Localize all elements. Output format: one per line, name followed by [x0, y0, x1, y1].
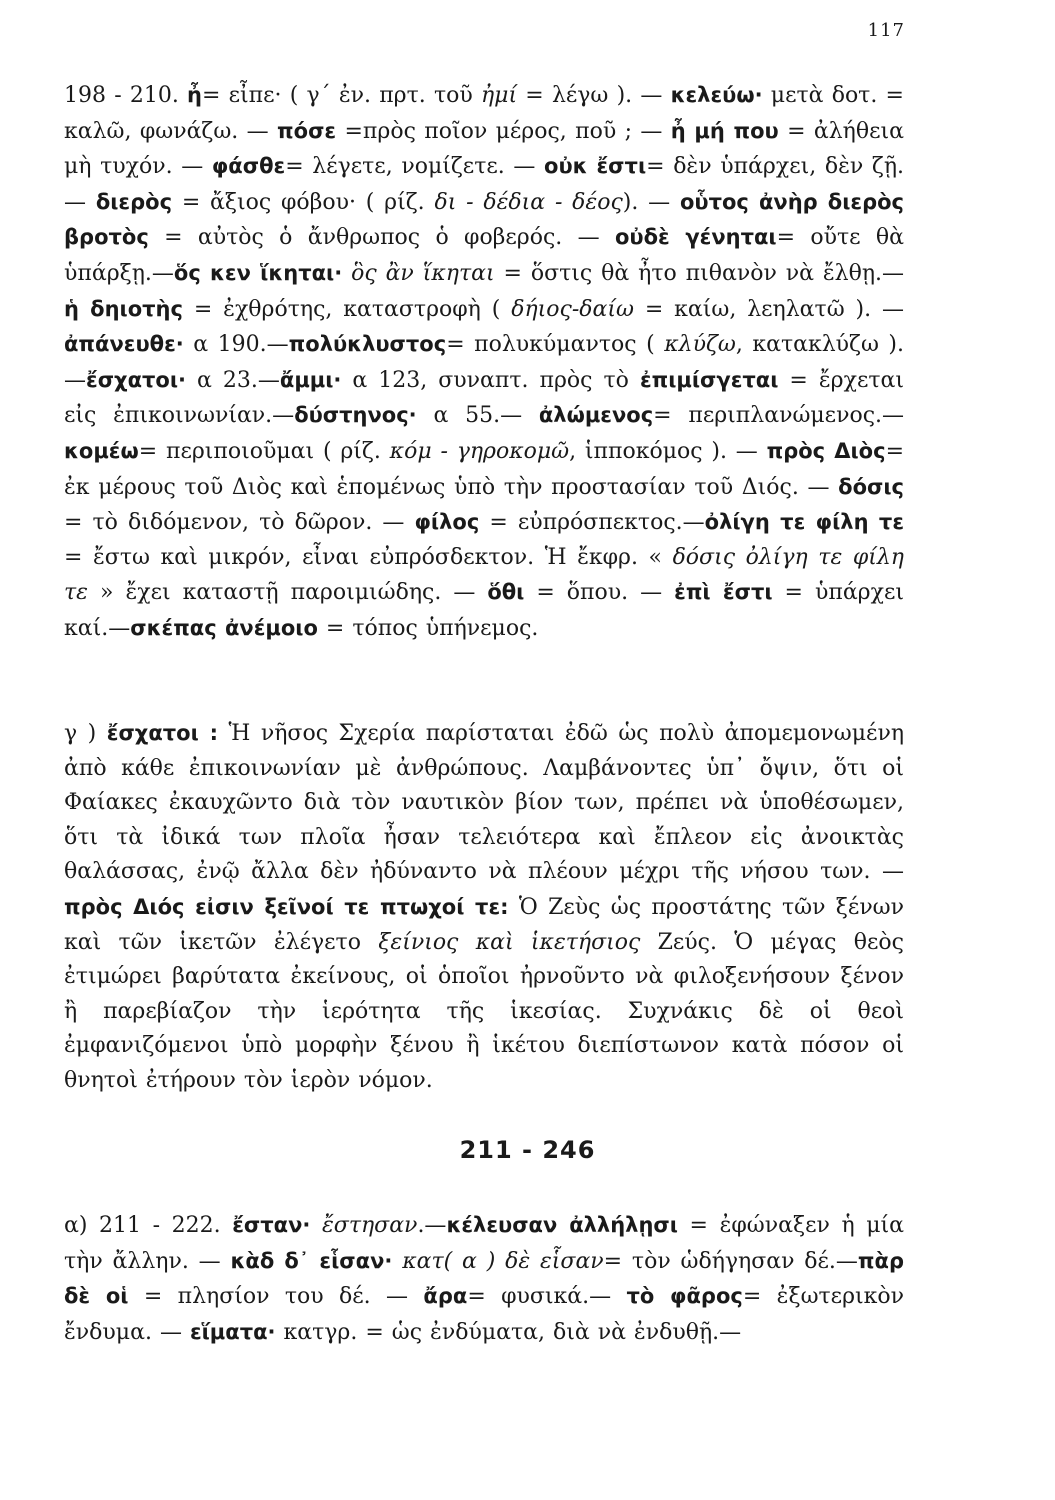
lemma-term: ἡ δηιοτὴς — [64, 296, 183, 321]
lemma-term: ἐπιμίσγεται — [639, 367, 779, 392]
gloss-text: = δὲν ὑπάρχει, δὲν ζῇ. — — [64, 154, 904, 215]
gloss-text: = τὸν ὡδήγησαν δέ.— — [603, 1248, 858, 1274]
lemma-term: διερὸς — [95, 189, 173, 214]
page-number: 117 — [867, 20, 905, 41]
lemma-term: εἵματα· — [189, 1319, 276, 1344]
lemma-term: κὰδ δ᾽ εἷσαν· — [230, 1248, 393, 1273]
lemma-term: ἀλώμενος — [538, 403, 654, 428]
gloss-text: = ὅστις θὰ ἦτο πιθανὸν νὰ ἔλθῃ.— — [494, 260, 905, 286]
gloss-text: = ὅπου. — — [524, 580, 675, 606]
section-heading: 211 - 246 — [459, 1136, 596, 1164]
lemma-term: πόσε — [277, 118, 337, 143]
italic-gloss: ἔστησαν — [322, 1213, 418, 1238]
lemma-term: οὗτος ἀνὴρ διερὸς βροτὸς — [64, 189, 905, 250]
gloss-text: = αὐτὸς ὁ ἄνθρωπος ὁ φοβερός. — — [148, 225, 615, 251]
lemma-term: τὸ φᾶρος — [626, 1284, 743, 1309]
gloss-text: = τόπος ὑπήνεμος. — [317, 615, 539, 641]
gloss-text: Ὁ Ζεὺς ὡς προστάτης τῶν ξένων καὶ τῶν ἱκετῶν ἐλέγετο — [64, 894, 904, 955]
lemma-term: κέλευσαν ἀλλήλῃσι — [446, 1213, 678, 1237]
gloss-text: = τὸ διδόμενον, τὸ δῶρον. — — [64, 510, 415, 536]
lemma-term: ἔσχατοι· — [86, 367, 187, 392]
lemma-term: κελεύω· — [670, 83, 763, 107]
lemma-term: πὰρ δὲ οἱ — [64, 1248, 904, 1309]
lemma-term: ἐπὶ ἔστι — [674, 580, 773, 605]
lemma-term: πολύκλυστος — [288, 332, 447, 357]
lemma-term: ἄρα — [423, 1284, 468, 1309]
gloss-text: =πρὸς ποῖον μέρος, ποῦ ; — — [336, 118, 671, 144]
gloss-text: α 123, συναπτ. πρὸς τὸ — [341, 367, 640, 393]
gloss-text: α) 211 - 222. — [64, 1213, 233, 1238]
gloss-text: = καίω, λεηλατῶ ). — — [633, 296, 904, 322]
lemma-term: φάσθε — [211, 154, 286, 179]
commentary-block-gamma — [64, 716, 904, 1099]
gloss-text: , ἱπποκόμος ). — — [569, 438, 767, 464]
gloss-text: α 55.— — [416, 403, 539, 429]
lemma-term: ὅθι — [487, 580, 525, 605]
lemma-term: πρὸς Διὸς — [766, 438, 886, 463]
gloss-text: » ἔχει καταστῇ παροιμιώδης. — — [87, 580, 488, 606]
italic-gloss: ὃς ἂν ἵκηται — [351, 260, 495, 286]
italic-gloss: δήιος-δαίω — [511, 296, 634, 322]
gloss-text: , κατακλύζω ).— — [64, 332, 904, 393]
lemma-term: δόσις — [838, 474, 904, 499]
lemma-term: οὐκ ἔστι — [544, 154, 647, 179]
gloss-text: = ὑπάρχει καί.— — [64, 580, 904, 641]
gloss-text: = λέγετε, νομίζετε. — — [285, 154, 545, 180]
gloss-text: = ἀλήθεια μὴ τυχόν. — — [64, 118, 904, 180]
lemma-term: ἄμμι· — [279, 367, 342, 392]
gloss-text — [342, 261, 351, 286]
lemma-term: ἔσχατοι : — [106, 721, 219, 745]
lemma-term: ἀπάνευθε· — [64, 332, 184, 357]
gloss-text: = ἐκ μέρους τοῦ Διὸς καὶ ἑπομένως ὑπὸ τὴν προστασίαν τοῦ Διός. — — [64, 438, 904, 500]
lemma-term: πρὸς Διός εἰσιν ξεῖνοί τε πτωχοί τε: — [64, 894, 509, 919]
lemma-term: ἦ — [187, 83, 202, 107]
commentary-block-198-210 — [64, 78, 904, 647]
italic-gloss: δι - δέδια - δέος — [434, 189, 623, 215]
lemma-term: φίλος — [414, 510, 480, 535]
gloss-text: ). — — [622, 189, 680, 215]
lemma-term: σκέπας ἀνέμοιο — [130, 615, 318, 640]
lemma-term: οὐδὲ γένηται — [614, 225, 777, 250]
gloss-text: .— — [417, 1213, 447, 1238]
gloss-text: = ἔστω καὶ μικρόν, εἶναι εὐπρόσδεκτον. Ἡ ἔκφρ. « — [64, 544, 673, 570]
gloss-text: Ἡ νῆσος Σχερία παρίσταται ἐδῶ ὡς πολὺ ἀπομεμονωμένη ἀπὸ κάθε ἐπικοινωνίαν μὲ ἀνθρώπους. Λαμβάνοντες ὑπ᾽ ὄψιν, ὅτι οἱ Φαίακες ἐκαυχῶντο διὰ τὸν ναυτικὸν βίον των, πρέπει νὰ ὑποθέσωμεν, ὅτι τὰ ἰδικά των πλοῖα ἦσαν τελειότερα καὶ ἔπλεον εἰς ἀνοικτὰς θαλάσσας, ἐνῷ ἄλλα δὲν ἠδύναντο νὰ πλέουν μέχρι τῆς νήσου των. — — [64, 721, 904, 885]
lemma-term: ἦ μή που — [670, 118, 779, 143]
gloss-text: α 23.— — [186, 367, 280, 393]
lemma-term: ὀλίγη τε φίλη τε — [704, 510, 905, 535]
gloss-text: = ἐχθρότης, καταστροφὴ ( — [182, 296, 512, 322]
gloss-text — [310, 1213, 322, 1238]
italic-gloss: κατ( α ) δὲ εἷσαν — [402, 1248, 604, 1274]
lemma-term: κομέω — [64, 438, 139, 463]
italic-gloss: ξείνιος — [378, 929, 459, 955]
gloss-text: κατγρ. = ὡς ἐνδύματα, διὰ νὰ ἐνδυθῇ.— — [275, 1319, 742, 1345]
italic-gloss: κόμ - γηροκομῶ — [389, 438, 570, 464]
italic-gloss: κλύζω — [664, 332, 736, 358]
lemma-term: ὅς κεν ἵκηται· — [173, 260, 343, 285]
gloss-text: Ζεύς. Ὁ μέγας θεὸς ἐτιμώρει βαρύτατα ἐκείνους, οἱ ὁποῖοι ἠρνοῦντο νὰ φιλοξενήσουν ξένον ἢ παρεβίαζον τὴν ἱερότητα τῆς ἱκεσίας. Συχνάκις δὲ οἱ θεοὶ ἐμφανιζόμενοι ὑπὸ μορφὴν ξένου ἢ ἱκέτου διεπίστωνον κατὰ πόσον οἱ θνητοὶ ἐτήρουν τὸν ἱερὸν νόμον. — [64, 929, 904, 1093]
gloss-text: = φυσικά.— — [467, 1284, 627, 1310]
gloss-text: = ἄξιος φόβου· ( ρίζ. — [172, 189, 435, 215]
italic-gloss: καὶ ἱκετήσιος — [475, 929, 641, 955]
gloss-text: = περιποιοῦμαι ( ρίζ. — [138, 438, 390, 464]
gloss-text: 198 - 210. — [64, 83, 188, 108]
gloss-text: = οὔτε θὰ ὑπάρξῃ.— — [64, 225, 904, 286]
gloss-text: = ἔρχεται εἰς ἐπικοινωνίαν.— — [64, 367, 905, 429]
gloss-text: = πολυκύμαντος ( — [446, 332, 665, 358]
commentary-block-211-222 — [64, 1208, 904, 1350]
gloss-text: = ἐξωτερικὸν ἔνδυμα. — — [64, 1284, 904, 1345]
italic-gloss: ἠμί — [480, 83, 518, 108]
gloss-text — [392, 1249, 402, 1274]
gloss-text: = περιπλανώμενος.— — [653, 403, 905, 429]
gloss-text: = πλησίον του δέ. — — [128, 1284, 424, 1310]
gloss-text: α 190.— — [183, 332, 289, 358]
gloss-text: γ ) — [64, 721, 107, 746]
italic-gloss: δόσις ὀλίγη τε φίλη τε — [64, 544, 904, 606]
gloss-text: = εἶπε· ( γ΄ ἐν. πρτ. τοῦ — [201, 83, 481, 108]
gloss-text — [458, 930, 475, 955]
lemma-term: ἔσταν· — [232, 1213, 311, 1237]
gloss-text: μετὰ δοτ. = καλῶ, φωνάζω. — — [64, 83, 904, 144]
lemma-term: δύστηνος· — [294, 403, 417, 428]
gloss-text: = εὐπρόσπεκτος.— — [479, 510, 705, 536]
gloss-text: = λέγω ). — — [517, 83, 671, 108]
gloss-text: = ἐφώναξεν ἡ μία τὴν ἄλλην. — — [64, 1213, 905, 1274]
